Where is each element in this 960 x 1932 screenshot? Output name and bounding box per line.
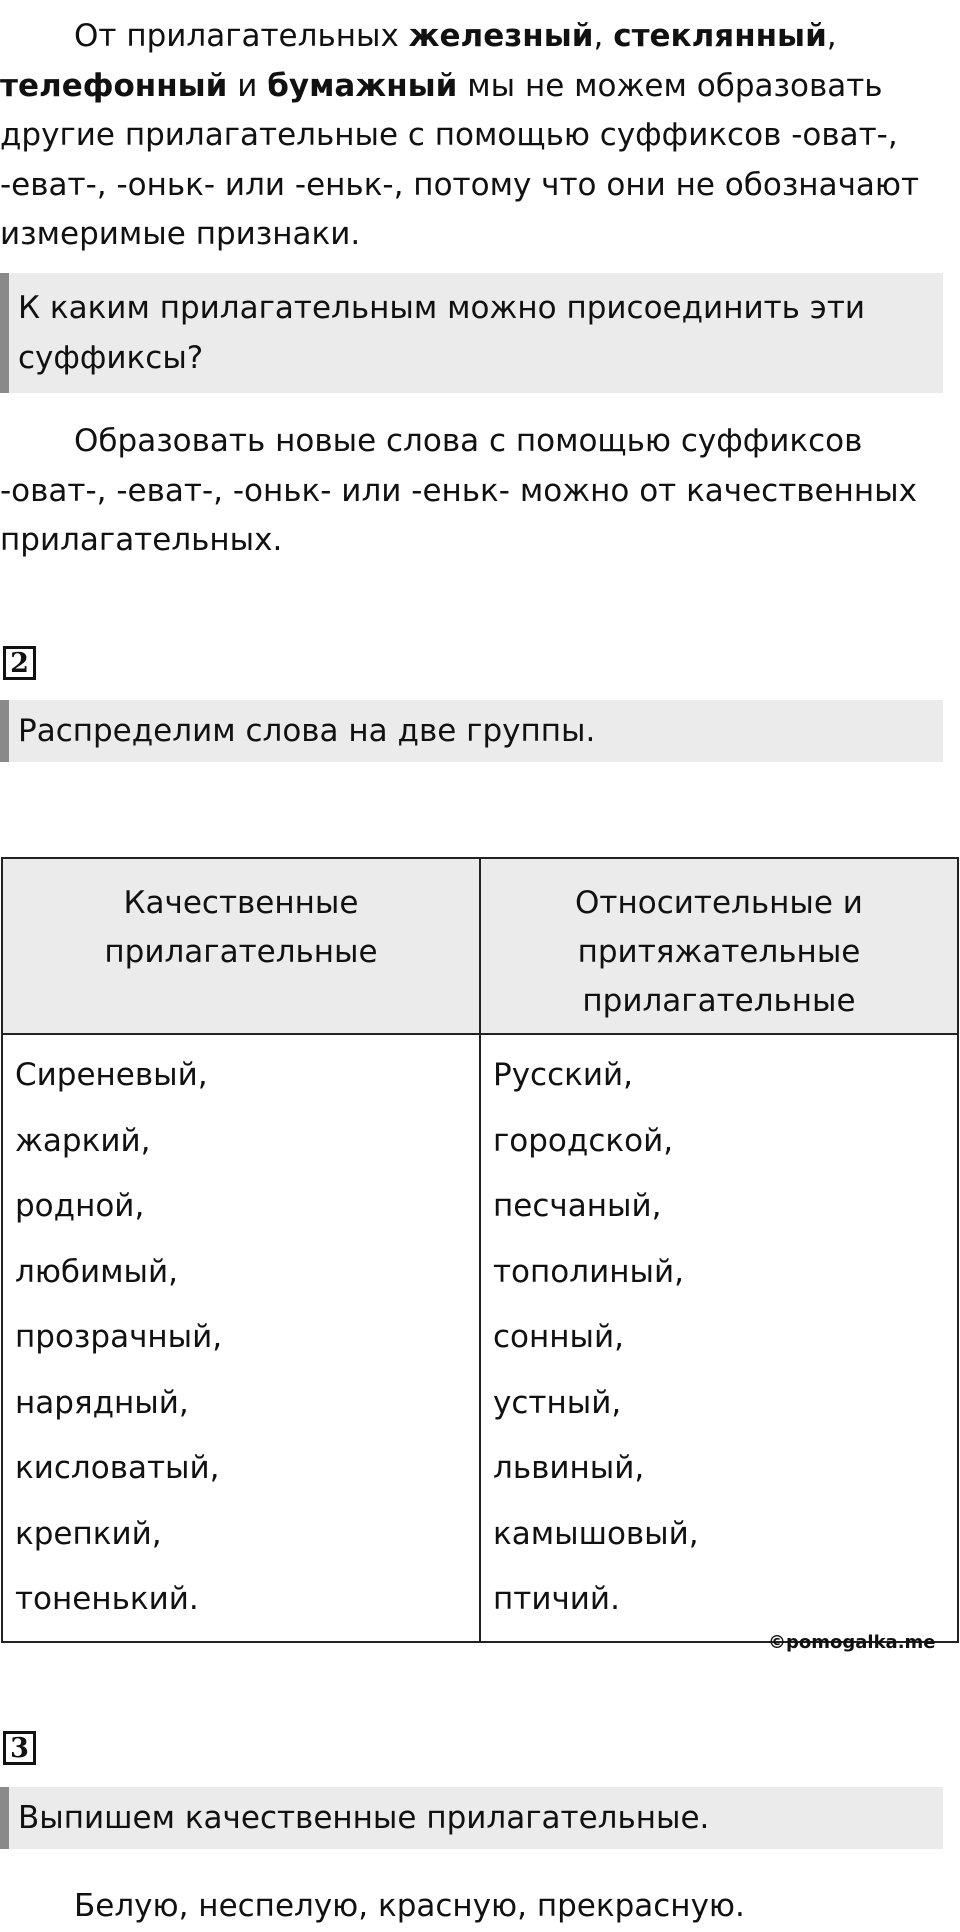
header-relative-possessive: Относительные и притяжательные прилагательные [480, 858, 958, 1034]
list-item: устный, [493, 1384, 622, 1421]
list-item: кисловатый, [15, 1450, 220, 1486]
list-item: тополиный, [493, 1253, 684, 1290]
list-item: крепкий, [15, 1515, 162, 1552]
task3-prompt-box [0, 1787, 943, 1849]
list-item: львиный, [493, 1450, 645, 1486]
qualitative-list [2, 1034, 480, 1642]
list-item: нарядный, [15, 1384, 189, 1421]
list-item: Сиреневый, [15, 1057, 208, 1093]
list-item: песчаный, [493, 1188, 662, 1224]
task2-prompt: Распределим слова на две группы. [18, 713, 596, 749]
answer-paragraph: Образовать новые слова с помощью суффиксов -оват-, -еват-, -оньк- или -еньк- можно от качественных прилагательных. [0, 423, 917, 558]
task3-prompt: Выпишем качественные прилагательные. [18, 1800, 710, 1836]
task-number-2: 2 [3, 646, 36, 680]
task3-answer: Белую, неспелую, красную, прекрасную. [74, 1888, 745, 1924]
relative-possessive-list [480, 1034, 958, 1642]
list-item: жаркий, [15, 1122, 151, 1159]
list-item: сонный, [493, 1319, 625, 1355]
list-item: Русский, [493, 1057, 633, 1093]
watermark: ©pomogalka.me [768, 1632, 936, 1653]
list-item: птичий. [493, 1581, 620, 1617]
header-qualitative: Качественные прилагательные [2, 858, 480, 1034]
adjectives-table [1, 857, 959, 1643]
list-item: городской, [493, 1122, 674, 1159]
task2-prompt-box [0, 700, 943, 762]
list-item: прозрачный, [15, 1319, 223, 1355]
task-number-3: 3 [3, 1731, 36, 1765]
list-item: любимый, [15, 1253, 179, 1290]
list-item: родной, [15, 1188, 145, 1224]
intro-paragraph: От прилагательных железный, стеклянный, телефонный и бумажный мы не можем образовать другие прилагательные с помощью суффиксов -оват-, -еват-, -оньк- или -еньк-, потому что они не обозначают измеримые признаки. [0, 18, 920, 252]
list-item: камышовый, [493, 1515, 699, 1552]
list-item: тоненький. [15, 1581, 199, 1617]
question-text: К каким прилагательным можно присоединить эти суффиксы? [18, 290, 866, 376]
question-box-1 [0, 273, 943, 393]
